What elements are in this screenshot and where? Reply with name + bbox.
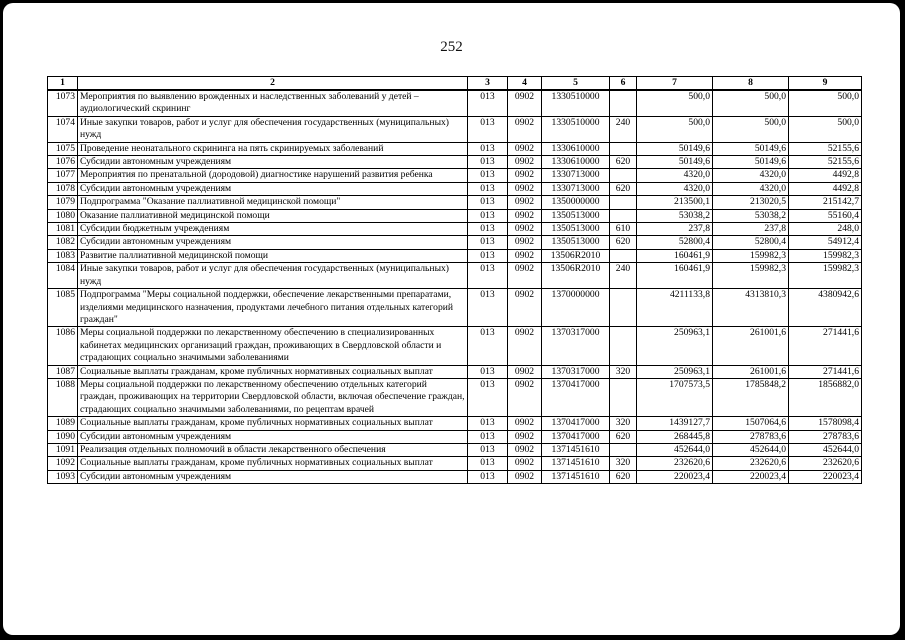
ministry-code-cell: 013 xyxy=(468,443,508,456)
amount-cell: 160461,9 xyxy=(637,249,713,262)
expense-type-cell: 610 xyxy=(610,223,637,236)
ministry-code-cell: 013 xyxy=(468,365,508,378)
target-article-cell: 1330510000 xyxy=(542,90,610,116)
row-name-cell: Субсидии бюджетным учреждениям xyxy=(78,223,468,236)
target-article-cell: 1330713000 xyxy=(542,182,610,195)
target-article-cell: 1371451610 xyxy=(542,443,610,456)
expense-type-cell xyxy=(610,169,637,182)
target-article-cell: 1330713000 xyxy=(542,169,610,182)
section-code-cell: 0902 xyxy=(508,417,542,430)
expense-type-cell xyxy=(610,196,637,209)
table-row xyxy=(48,417,862,430)
amount-cell: 159982,3 xyxy=(713,263,789,289)
target-article-cell: 1371451610 xyxy=(542,470,610,483)
section-code-cell: 0902 xyxy=(508,289,542,327)
amount-cell: 500,0 xyxy=(789,116,862,142)
table-row xyxy=(48,443,862,456)
column-header: 1 xyxy=(48,77,78,91)
amount-cell: 278783,6 xyxy=(789,430,862,443)
section-code-cell: 0902 xyxy=(508,236,542,249)
column-header: 5 xyxy=(542,77,610,91)
amount-cell: 500,0 xyxy=(637,116,713,142)
column-header: 3 xyxy=(468,77,508,91)
row-name-cell: Иные закупки товаров, работ и услуг для обеспечения государственных (муниципальных) нужд xyxy=(78,116,468,142)
expense-type-cell xyxy=(610,209,637,222)
expense-type-cell: 620 xyxy=(610,182,637,195)
expense-type-cell: 620 xyxy=(610,236,637,249)
amount-cell: 278783,6 xyxy=(713,430,789,443)
row-number-cell: 1084 xyxy=(48,263,78,289)
expense-type-cell xyxy=(610,289,637,327)
amount-cell: 500,0 xyxy=(713,90,789,116)
row-name-cell: Субсидии автономным учреждениям xyxy=(78,430,468,443)
section-code-cell: 0902 xyxy=(508,209,542,222)
section-code-cell: 0902 xyxy=(508,457,542,470)
amount-cell: 4320,0 xyxy=(637,182,713,195)
amount-cell: 261001,6 xyxy=(713,327,789,365)
row-name-cell: Субсидии автономным учреждениям xyxy=(78,182,468,195)
row-number-cell: 1082 xyxy=(48,236,78,249)
page-number: 252 xyxy=(440,39,463,55)
table-header-row xyxy=(48,77,862,91)
target-article-cell: 1370417000 xyxy=(542,417,610,430)
column-header: 4 xyxy=(508,77,542,91)
row-number-cell: 1090 xyxy=(48,430,78,443)
amount-cell: 237,8 xyxy=(637,223,713,236)
amount-cell: 500,0 xyxy=(713,116,789,142)
amount-cell: 1785848,2 xyxy=(713,378,789,416)
table-row xyxy=(48,156,862,169)
amount-cell: 4313810,3 xyxy=(713,289,789,327)
column-header: 8 xyxy=(713,77,789,91)
expense-type-cell xyxy=(610,443,637,456)
target-article-cell: 1370317000 xyxy=(542,365,610,378)
row-name-cell: Подпрограмма "Меры социальной поддержки, обеспечение лекарственными препаратами, изделиями медицинского назначения, продуктами лечебного питания отдельных категорий граждан" xyxy=(78,289,468,327)
section-code-cell: 0902 xyxy=(508,90,542,116)
expense-type-cell: 320 xyxy=(610,365,637,378)
section-code-cell: 0902 xyxy=(508,443,542,456)
amount-cell: 1707573,5 xyxy=(637,378,713,416)
expense-type-cell xyxy=(610,90,637,116)
target-article-cell: 1330610000 xyxy=(542,142,610,155)
column-header: 7 xyxy=(637,77,713,91)
amount-cell: 232620,6 xyxy=(713,457,789,470)
expense-type-cell xyxy=(610,142,637,155)
amount-cell: 232620,6 xyxy=(789,457,862,470)
table-row xyxy=(48,470,862,483)
row-number-cell: 1088 xyxy=(48,378,78,416)
row-name-cell: Иные закупки товаров, работ и услуг для обеспечения государственных (муниципальных) нужд xyxy=(78,263,468,289)
target-article-cell: 13506R2010 xyxy=(542,249,610,262)
document-page xyxy=(3,3,900,635)
row-number-cell: 1073 xyxy=(48,90,78,116)
row-name-cell: Проведение неонатального скрининга на пять скринируемых заболеваний xyxy=(78,142,468,155)
ministry-code-cell: 013 xyxy=(468,378,508,416)
target-article-cell: 1370317000 xyxy=(542,327,610,365)
amount-cell: 50149,6 xyxy=(637,142,713,155)
amount-cell: 53038,2 xyxy=(713,209,789,222)
amount-cell: 1856882,0 xyxy=(789,378,862,416)
table-body xyxy=(48,90,862,484)
ministry-code-cell: 013 xyxy=(468,156,508,169)
section-code-cell: 0902 xyxy=(508,182,542,195)
table-row xyxy=(48,182,862,195)
section-code-cell: 0902 xyxy=(508,169,542,182)
amount-cell: 248,0 xyxy=(789,223,862,236)
row-name-cell: Развитие паллиативной медицинской помощи xyxy=(78,249,468,262)
row-name-cell: Социальные выплаты гражданам, кроме публичных нормативных социальных выплат xyxy=(78,365,468,378)
target-article-cell: 1350000000 xyxy=(542,196,610,209)
expense-type-cell: 320 xyxy=(610,457,637,470)
amount-cell: 52155,6 xyxy=(789,156,862,169)
amount-cell: 4320,0 xyxy=(713,169,789,182)
amount-cell: 215142,7 xyxy=(789,196,862,209)
ministry-code-cell: 013 xyxy=(468,182,508,195)
amount-cell: 4320,0 xyxy=(713,182,789,195)
section-code-cell: 0902 xyxy=(508,249,542,262)
target-article-cell: 1370417000 xyxy=(542,378,610,416)
table-row xyxy=(48,457,862,470)
expense-type-cell: 240 xyxy=(610,263,637,289)
section-code-cell: 0902 xyxy=(508,263,542,289)
row-number-cell: 1081 xyxy=(48,223,78,236)
table-row xyxy=(48,116,862,142)
table-row xyxy=(48,365,862,378)
row-number-cell: 1083 xyxy=(48,249,78,262)
section-code-cell: 0902 xyxy=(508,470,542,483)
amount-cell: 52800,4 xyxy=(637,236,713,249)
amount-cell: 500,0 xyxy=(789,90,862,116)
section-code-cell: 0902 xyxy=(508,378,542,416)
amount-cell: 159982,3 xyxy=(789,263,862,289)
ministry-code-cell: 013 xyxy=(468,263,508,289)
ministry-code-cell: 013 xyxy=(468,169,508,182)
amount-cell: 160461,9 xyxy=(637,263,713,289)
amount-cell: 261001,6 xyxy=(713,365,789,378)
column-header: 2 xyxy=(78,77,468,91)
amount-cell: 1578098,4 xyxy=(789,417,862,430)
target-article-cell: 1370000000 xyxy=(542,289,610,327)
amount-cell: 50149,6 xyxy=(713,156,789,169)
budget-table xyxy=(47,76,862,484)
section-code-cell: 0902 xyxy=(508,327,542,365)
row-name-cell: Субсидии автономным учреждениям xyxy=(78,470,468,483)
ministry-code-cell: 013 xyxy=(468,470,508,483)
section-code-cell: 0902 xyxy=(508,142,542,155)
table-row xyxy=(48,430,862,443)
ministry-code-cell: 013 xyxy=(468,196,508,209)
amount-cell: 50149,6 xyxy=(713,142,789,155)
target-article-cell: 1330510000 xyxy=(542,116,610,142)
table-row xyxy=(48,142,862,155)
amount-cell: 237,8 xyxy=(713,223,789,236)
row-number-cell: 1074 xyxy=(48,116,78,142)
amount-cell: 50149,6 xyxy=(637,156,713,169)
ministry-code-cell: 013 xyxy=(468,289,508,327)
ministry-code-cell: 013 xyxy=(468,430,508,443)
amount-cell: 500,0 xyxy=(637,90,713,116)
row-number-cell: 1076 xyxy=(48,156,78,169)
table-row xyxy=(48,169,862,182)
amount-cell: 452644,0 xyxy=(637,443,713,456)
row-number-cell: 1078 xyxy=(48,182,78,195)
table-row xyxy=(48,378,862,416)
amount-cell: 55160,4 xyxy=(789,209,862,222)
row-number-cell: 1089 xyxy=(48,417,78,430)
section-code-cell: 0902 xyxy=(508,223,542,236)
table-row xyxy=(48,223,862,236)
amount-cell: 53038,2 xyxy=(637,209,713,222)
section-code-cell: 0902 xyxy=(508,430,542,443)
amount-cell: 452644,0 xyxy=(713,443,789,456)
ministry-code-cell: 013 xyxy=(468,116,508,142)
amount-cell: 52155,6 xyxy=(789,142,862,155)
amount-cell: 268445,8 xyxy=(637,430,713,443)
amount-cell: 4211133,8 xyxy=(637,289,713,327)
amount-cell: 4380942,6 xyxy=(789,289,862,327)
target-article-cell: 13506R2010 xyxy=(542,263,610,289)
row-name-cell: Меры социальной поддержки по лекарственному обеспечению отдельных категорий граждан, проживающих на территории Свердловской области, включая обеспечение граждан, страдающих социально значимыми заболеваниями, по рецептам врачей xyxy=(78,378,468,416)
row-name-cell: Оказание паллиативной медицинской помощи xyxy=(78,209,468,222)
ministry-code-cell: 013 xyxy=(468,417,508,430)
expense-type-cell: 320 xyxy=(610,417,637,430)
row-name-cell: Субсидии автономным учреждениям xyxy=(78,236,468,249)
ministry-code-cell: 013 xyxy=(468,236,508,249)
section-code-cell: 0902 xyxy=(508,116,542,142)
table-row xyxy=(48,90,862,116)
column-header: 6 xyxy=(610,77,637,91)
target-article-cell: 1350513000 xyxy=(542,223,610,236)
amount-cell: 213500,1 xyxy=(637,196,713,209)
target-article-cell: 1370417000 xyxy=(542,430,610,443)
section-code-cell: 0902 xyxy=(508,156,542,169)
table-row xyxy=(48,249,862,262)
amount-cell: 1439127,7 xyxy=(637,417,713,430)
ministry-code-cell: 013 xyxy=(468,90,508,116)
amount-cell: 213020,5 xyxy=(713,196,789,209)
table-row xyxy=(48,289,862,327)
target-article-cell: 1330610000 xyxy=(542,156,610,169)
target-article-cell: 1350513000 xyxy=(542,209,610,222)
ministry-code-cell: 013 xyxy=(468,142,508,155)
target-article-cell: 1350513000 xyxy=(542,236,610,249)
amount-cell: 250963,1 xyxy=(637,327,713,365)
expense-type-cell: 620 xyxy=(610,470,637,483)
row-name-cell: Социальные выплаты гражданам, кроме публичных нормативных социальных выплат xyxy=(78,417,468,430)
table-row xyxy=(48,327,862,365)
row-number-cell: 1093 xyxy=(48,470,78,483)
table-row xyxy=(48,209,862,222)
ministry-code-cell: 013 xyxy=(468,223,508,236)
row-name-cell: Подпрограмма "Оказание паллиативной медицинской помощи" xyxy=(78,196,468,209)
amount-cell: 1507064,6 xyxy=(713,417,789,430)
amount-cell: 271441,6 xyxy=(789,365,862,378)
amount-cell: 452644,0 xyxy=(789,443,862,456)
amount-cell: 220023,4 xyxy=(713,470,789,483)
section-code-cell: 0902 xyxy=(508,365,542,378)
table-row xyxy=(48,236,862,249)
row-number-cell: 1080 xyxy=(48,209,78,222)
amount-cell: 4492,8 xyxy=(789,182,862,195)
expense-type-cell xyxy=(610,249,637,262)
table-row xyxy=(48,263,862,289)
amount-cell: 220023,4 xyxy=(637,470,713,483)
table-row xyxy=(48,196,862,209)
ministry-code-cell: 013 xyxy=(468,209,508,222)
row-number-cell: 1092 xyxy=(48,457,78,470)
expense-type-cell: 620 xyxy=(610,430,637,443)
amount-cell: 232620,6 xyxy=(637,457,713,470)
row-number-cell: 1079 xyxy=(48,196,78,209)
section-code-cell: 0902 xyxy=(508,196,542,209)
expense-type-cell: 240 xyxy=(610,116,637,142)
row-name-cell: Социальные выплаты гражданам, кроме публичных нормативных социальных выплат xyxy=(78,457,468,470)
row-number-cell: 1086 xyxy=(48,327,78,365)
row-name-cell: Мероприятия по пренатальной (дородовой) диагностике нарушений развития ребенка xyxy=(78,169,468,182)
expense-type-cell xyxy=(610,378,637,416)
row-name-cell: Меры социальной поддержки по лекарственному обеспечению в специализированных кабинетах медицинских организаций граждан, проживающих в Свердловской области и страдающих социально значимыми заболеваниями xyxy=(78,327,468,365)
ministry-code-cell: 013 xyxy=(468,457,508,470)
target-article-cell: 1371451610 xyxy=(542,457,610,470)
row-number-cell: 1091 xyxy=(48,443,78,456)
amount-cell: 159982,3 xyxy=(713,249,789,262)
amount-cell: 52800,4 xyxy=(713,236,789,249)
amount-cell: 159982,3 xyxy=(789,249,862,262)
expense-type-cell: 620 xyxy=(610,156,637,169)
row-number-cell: 1085 xyxy=(48,289,78,327)
row-name-cell: Реализация отдельных полномочий в области лекарственного обеспечения xyxy=(78,443,468,456)
amount-cell: 4492,8 xyxy=(789,169,862,182)
amount-cell: 271441,6 xyxy=(789,327,862,365)
row-name-cell: Мероприятия по выявлению врожденных и наследственных заболеваний у детей – аудиологический скрининг xyxy=(78,90,468,116)
amount-cell: 220023,4 xyxy=(789,470,862,483)
column-header: 9 xyxy=(789,77,862,91)
ministry-code-cell: 013 xyxy=(468,327,508,365)
amount-cell: 250963,1 xyxy=(637,365,713,378)
ministry-code-cell: 013 xyxy=(468,249,508,262)
row-number-cell: 1077 xyxy=(48,169,78,182)
amount-cell: 4320,0 xyxy=(637,169,713,182)
amount-cell: 54912,4 xyxy=(789,236,862,249)
row-name-cell: Субсидии автономным учреждениям xyxy=(78,156,468,169)
expense-type-cell xyxy=(610,327,637,365)
row-number-cell: 1075 xyxy=(48,142,78,155)
row-number-cell: 1087 xyxy=(48,365,78,378)
